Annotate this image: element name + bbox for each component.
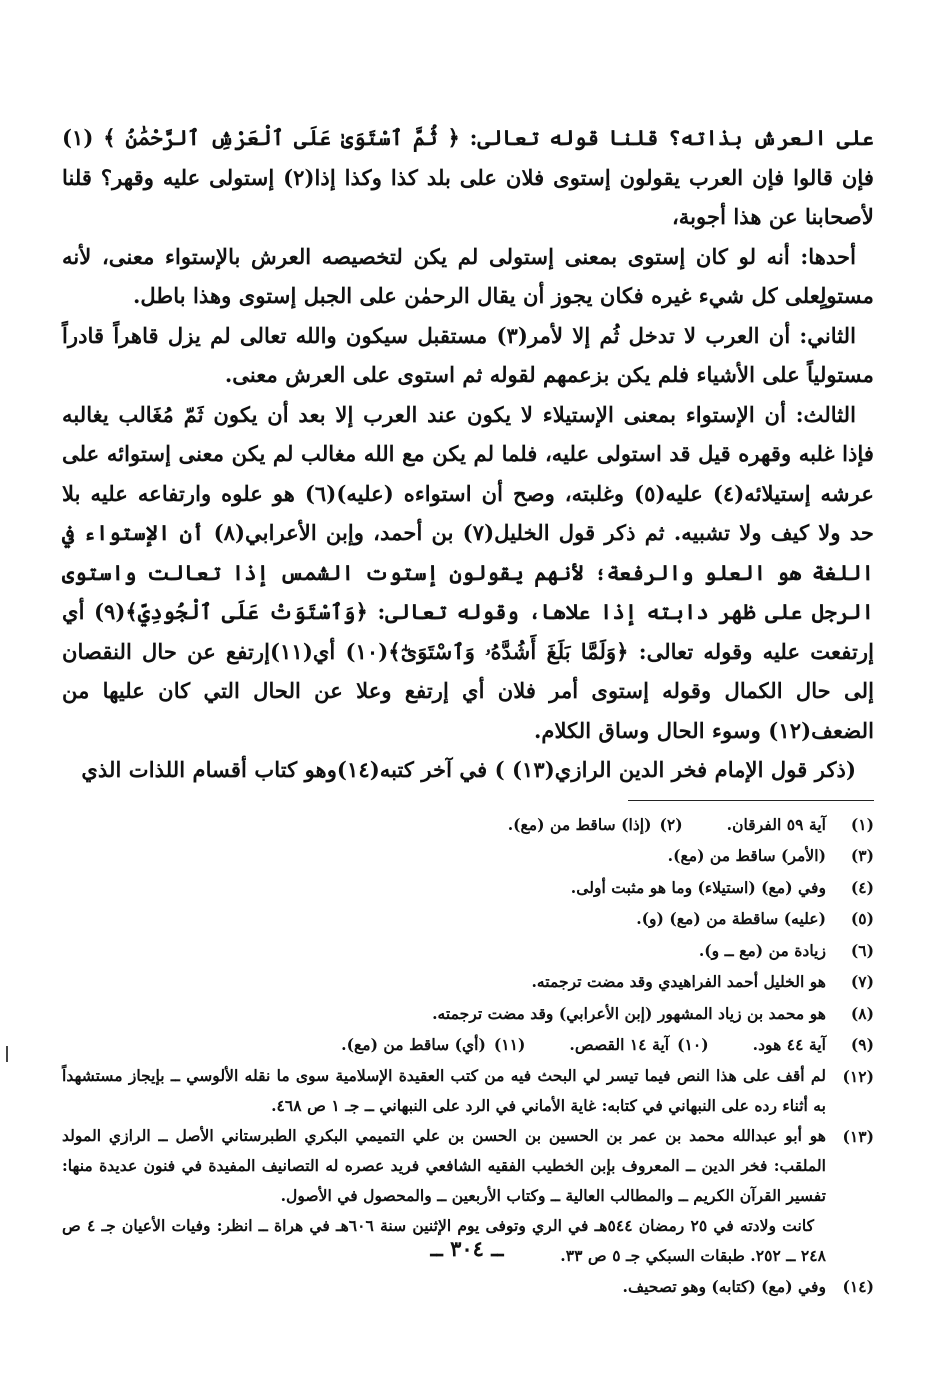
- footnote-text: زيادة من (مع ــ و).: [698, 940, 826, 960]
- scan-mark: [6, 1046, 8, 1062]
- footnotes: [62, 809, 874, 1303]
- paragraph-third-answer: الثالث: أن الإستواء بمعنى الإستيلاء لا يكون عند العرب إلا بعد أن يكون ثَمّ مُغَالب يغالبه فإذا غلبه وقهره قيل قد استولى عليه، فلما لم يكن مع الله مغالب لم يكن معنى إستوائه على عرشه إستيلائه(٤) عليه(٥) وغلبته، وصح أن استواءه (عليه)(٦) هو علوه وارتفاعه عليه بلا حد ولا كيف ولا تشبيه. ثم ذكر قول الخليل(٧) بن أحمد، وإبن الأعرابي(٨) أن الإستواء في اللغة هو العلو والرفعة؛ لأنهم يقولون إستوت الشمس إذا تعالت واستوى الرجل على ظهر دابته إذا علاها، وقوله تعالى: ﴿وَٱسْتَوَتْ عَلَى ٱلْجُودِيِّ﴾(٩) أي إرتفعت عليه وقوله تعالى: ﴿وَلَمَّا بَلَغَ أَشُدَّهُۥ وَٱسْتَوَىٰٓ﴾(١٠) أي(١١)إرتفع عن حال النقصان إلى حال الكمال وقوله إستوى أمر فلان أي إرتفع وعلا عن الحال التي كان عليها من الضعف(١٢) وسوء الحال وساق الكلام.: [62, 401, 874, 743]
- footnote-line-9-11: [62, 1029, 874, 1061]
- footnote-number: (٥): [850, 909, 874, 928]
- footnote-number: (١٢): [842, 1066, 874, 1086]
- footnote-text: هو الخليل أحمد الفراهيدي وقد مضت ترجمته.: [531, 972, 826, 991]
- footnote-text-continued: كانت ولادته في ٢٥ رمضان ٥٤٤هـ في الري وتوفى يوم الإثنين سنة ٦٠٦هـ في هراة ــ انظر: وفيات الأعيان جـ ٤ ص ٢٤٨ ــ ٢٥٢. طبقات السبكي جـ ٥ ص ٣٣.: [62, 1215, 826, 1265]
- footnote-text: (عليه) ساقطة من (مع) (و).: [636, 909, 826, 928]
- footnote-text: (الأمر) ساقط من (مع).: [667, 846, 826, 865]
- paragraph-razi-heading: (ذكر قول الإمام فخر الدين الرازي(١٣) ) في آخر كتبه(١٤)وهو كتاب أقسام اللذات الذي: [81, 757, 856, 782]
- footnote-12: [62, 1061, 874, 1121]
- footnote-3: [62, 840, 874, 872]
- footnote-divider: [628, 800, 874, 801]
- footnote-4: [62, 872, 874, 904]
- footnote-number: (٩): [850, 1035, 874, 1054]
- footnote-text: (إذا) ساقط من (مع).: [507, 814, 652, 834]
- footnote-number: (٢): [659, 814, 683, 834]
- footnote-text: آية ٤٤ هود.: [752, 1035, 826, 1054]
- footnote-number: (١٣): [842, 1126, 874, 1146]
- footnote-line-1-2: [62, 809, 874, 841]
- footnote-number: (٦): [850, 940, 874, 960]
- page-number: ــ ٣٠٤ ــ: [430, 1236, 504, 1261]
- footnote-6: [62, 935, 874, 967]
- footnote-7: [62, 966, 874, 998]
- footnote-text: وفي (مع) (استيلاء) وما هو مثبت أولى.: [570, 877, 826, 897]
- footnote-number: (١١): [493, 1035, 526, 1054]
- footnote-number: (٨): [850, 1003, 874, 1023]
- footnote-text: آية ١٤ القصص.: [569, 1035, 670, 1054]
- footnote-number: (١٠): [677, 1035, 709, 1054]
- footnote-number: (٧): [850, 972, 874, 991]
- footnote-number: (٤): [850, 877, 874, 897]
- paragraph-second-answer: الثاني: أن العرب لا تدخل ثُم إلا لأمر(٣) مستقبل سيكون والله تعالى لم يزل قاهراً قادراً مستولياً على الأشياء فلم يكن بزعمهم لقوله ثم استوى على العرش معنى.: [62, 322, 874, 387]
- footnote-number: (١): [850, 814, 874, 834]
- footnote-14: [62, 1271, 874, 1303]
- footnote-text: وفي (مع) (كتابه) وهو تصحيف.: [622, 1276, 826, 1296]
- footnote-text: هو أبو عبدالله محمد بن عمر بن الحسين بن الحسن بن علي التميمي البكري الطبرستاني الأصل ــ الرازي المولد الملقب: فخر الدين ــ المعروف بإبن الخطيب الفقيه الشافعي فريد عصره له التصانيف المفيدة في فنون عديدة منها: تفسير القرآن الكريم ــ والمطالب العالية ــ وكتاب الأربعين ــ والمحصول في الأصول.: [62, 1125, 826, 1205]
- footnote-number: (٣): [850, 846, 874, 865]
- footnote-text: هو محمد بن زياد المشهور (إبن الأعرابي) وقد مضت ترجمته.: [432, 1003, 826, 1023]
- footnote-number: (١٤): [842, 1276, 874, 1296]
- footnote-text: آية ٥٩ الفرقان.: [726, 814, 826, 834]
- page-content: [62, 118, 874, 1302]
- footnote-5: [62, 903, 874, 935]
- main-text: [62, 118, 874, 790]
- paragraph-first-answer: أحدها: أنه لو كان إستوى بمعنى إستولى لم يكن لتخصيصه العرش بالإستواء معنى، لأنه مستولٍعلى كل شيء غيره فكان يجوز أن يقال الرحمٰن على الجبل إستوى وهذا باطل.: [62, 243, 874, 308]
- footnote-text: لم أقف على هذا النص فيما تيسر لي البحث فيه من كتب العقيدة الإسلامية سوى ما نقله الألوسي ــ بإيجاز مستشهداً به أثناء رده على النبهاني في كتابه: غاية الأماني في الرد على النبهاني ــ جـ ١ ص ٤٦٨.: [62, 1065, 826, 1115]
- paragraph-1: على العرش بذاته؟ قلنا قوله تعالى: ﴿ ثُمَّ ٱسْتَوَىٰ عَلَى ٱلْعَرْشِ ٱلرَّحْمَٰنُ ﴾ (١) فإن قالوا فإن العرب يقولون إستوى فلان على بلد كذا وكذا إذا(٢) إستولى عليه وقهر؟ قلنا لأصحابنا عن هذا أجوبة،: [62, 125, 874, 229]
- footnote-text: (أي) ساقط من (مع).: [341, 1035, 486, 1054]
- footnote-8: [62, 998, 874, 1030]
